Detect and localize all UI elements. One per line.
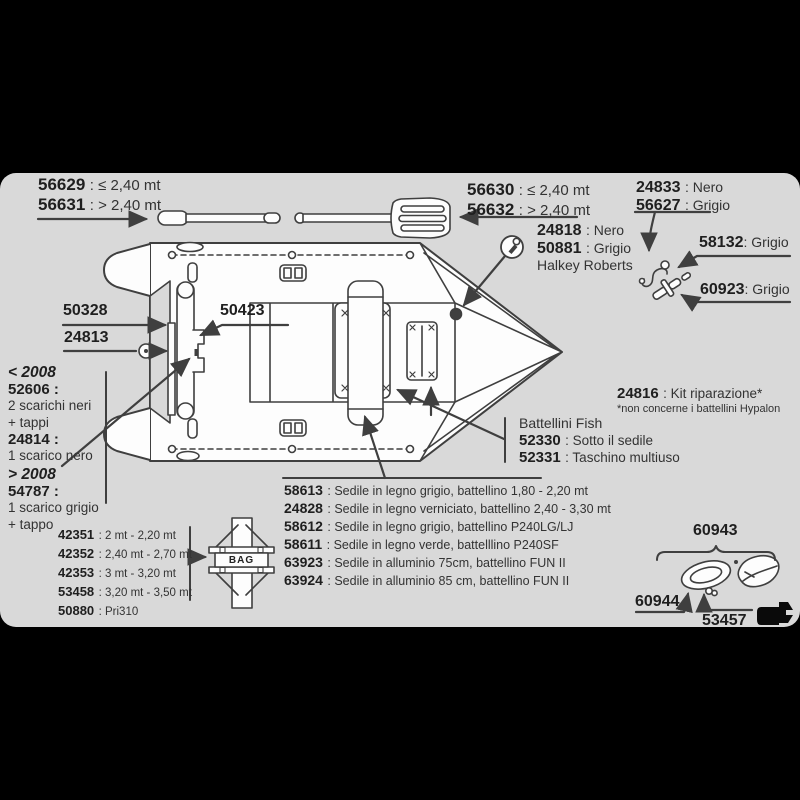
label-53457: 53457 xyxy=(702,612,747,629)
label-50328: 50328 xyxy=(63,302,108,319)
label-fitting: 24833 : Nero 56627 : Grigio xyxy=(636,179,731,215)
label-fish: Battellini Fish 52330 : Sotto il sedile 52331 : Taschino multiuso xyxy=(519,415,680,466)
label-era-after-2008: > 2008 54787 : 1 scarico grigio + tappo xyxy=(8,466,99,532)
oar-shaft-drawing xyxy=(158,211,280,225)
label-seat-list: 58613 : Sedile in legno grigio, battellino 1,80 - 2,20 mt 24828 : Sedile in legno verniciato, battellino 2,40 - 3,30 mt 58612 : Sedile in legno grigio, battellino P240LG/LJ 58611 : Sedile in legno verde, battelllino P240SF 63923 : Sedile in alluminio 75cm, battellino FUN II 63924 : Sedile in alluminio 85 cm, battellino FUN II xyxy=(284,482,611,588)
label-24813: 24813 xyxy=(64,329,109,346)
arrow-58132 xyxy=(679,256,790,267)
arrow-53457 xyxy=(704,595,752,610)
clip-part-silhouette xyxy=(757,602,793,625)
label-50423: 50423 xyxy=(220,302,265,319)
label-valve: 24818 : Nero 50881 : Grigio Halkey Roberts xyxy=(537,222,633,274)
small-dot xyxy=(734,560,738,564)
label-60944: 60944 xyxy=(635,593,680,610)
bag-box-label: BAG xyxy=(228,555,255,566)
stern-cone-top xyxy=(104,244,150,296)
diagram-card xyxy=(0,173,800,627)
oar-blade-drawing xyxy=(295,198,450,238)
label-60923: 60923: Grigio xyxy=(700,281,790,298)
boat-top-view-drawing xyxy=(104,243,562,462)
label-oars-left: 56629 : ≤ 2,40 mt 56631 : > 2,40 mt xyxy=(38,175,162,215)
stern-cone-bottom xyxy=(104,408,150,460)
cone-part-drawing xyxy=(738,556,779,587)
label-bag-list: 42351 : 2 mt - 2,20 mt 42352 : 2,40 mt - 2,70 mt 42353 : 3 mt - 3,20 mt 53458 : 3,20 mt - 3,50 mt 50880 : Pri310 xyxy=(58,527,192,618)
seal-ring-drawing xyxy=(678,556,733,594)
label-58132: 58132: Grigio xyxy=(699,234,789,251)
arrow-fitting xyxy=(649,212,655,250)
label-oars-right: 56630 : ≤ 2,40 mt 56632 : > 2,40 mt xyxy=(467,180,591,220)
inflation-valve-dot xyxy=(451,309,462,320)
valve-detail-circle xyxy=(501,236,523,258)
label-repair-kit: 24816 : Kit riparazione* *non concerne i battellini Hypalon xyxy=(617,385,781,416)
screw-bit-drawing xyxy=(706,588,717,596)
label-era-before-2008: < 2008 52606 : 2 scarichi neri + tappi 24814 : 1 scarico nero xyxy=(8,364,93,463)
label-60943: 60943 xyxy=(693,522,738,539)
